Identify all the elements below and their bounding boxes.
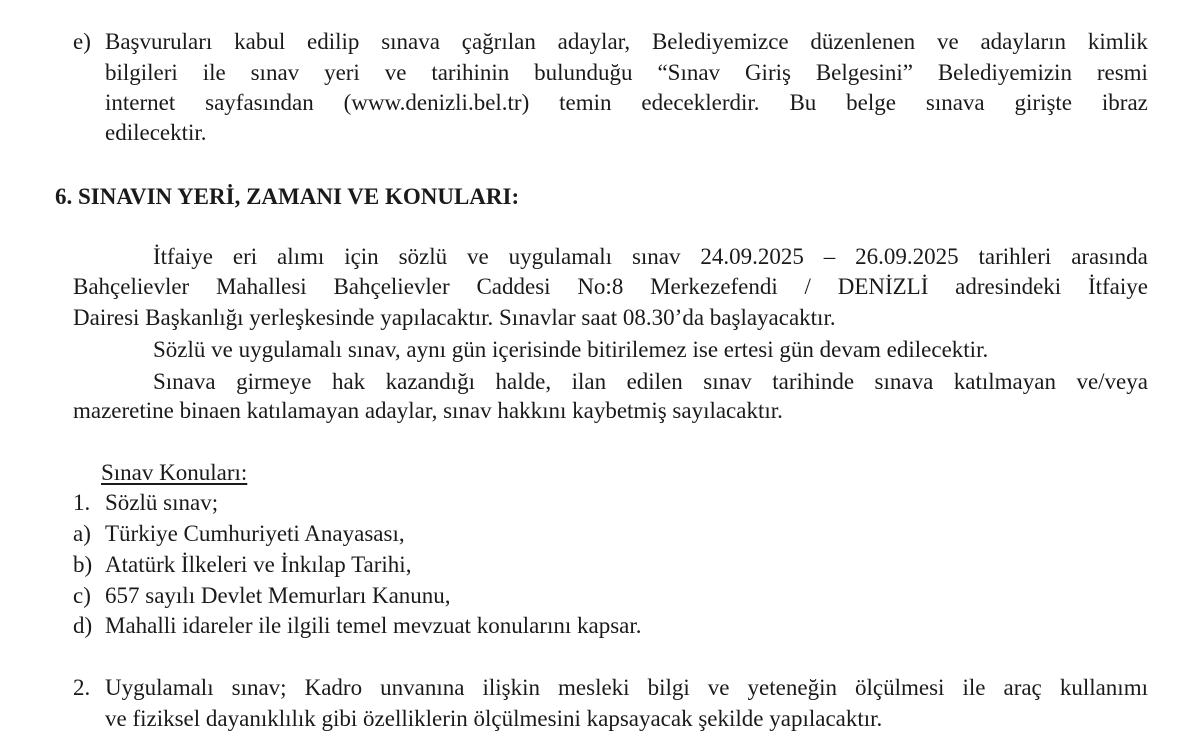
oral-exam-label: 1. bbox=[73, 490, 91, 515]
word: ibraz bbox=[1101, 90, 1148, 115]
word: tarihinde bbox=[772, 369, 855, 394]
word: ve fiziksel dayanıklılık gibi özelliklerin ölçülmesini kapsayacak şekilde yapılacaktır. bbox=[105, 706, 883, 731]
section-heading: 6. SINAVIN YERİ, ZAMANI VE KONULARI: bbox=[55, 184, 520, 209]
word: Caddesi bbox=[476, 274, 551, 299]
para3-line-2 bbox=[73, 397, 783, 425]
item-e-line-3 bbox=[105, 89, 1148, 117]
item-e-line-4 bbox=[105, 119, 207, 147]
word: alımı bbox=[277, 244, 325, 269]
oral-subject-a-text: Türkiye Cumhuriyeti Anayasası, bbox=[105, 521, 405, 546]
word: sözlü bbox=[398, 244, 448, 269]
word: Bahçelievler bbox=[73, 274, 190, 299]
practical-exam-label: 2. bbox=[73, 675, 91, 700]
word: resmi bbox=[1096, 60, 1148, 85]
word: kazandığı bbox=[385, 369, 476, 394]
word: sınava bbox=[925, 90, 985, 115]
word: Bu bbox=[789, 90, 817, 115]
para1-line-1 bbox=[153, 243, 1148, 271]
oral-subject-d bbox=[73, 612, 642, 640]
word: Belediyemizin bbox=[937, 60, 1072, 85]
word: bulunduğu bbox=[534, 60, 633, 85]
oral-subject-b-text: Atatürk İlkeleri ve İnkılap Tarihi, bbox=[105, 552, 412, 577]
word: edeceklerdir. bbox=[641, 90, 760, 115]
word: sınav; bbox=[231, 675, 287, 700]
word: Merkezefendi bbox=[650, 274, 778, 299]
word: “Sınav bbox=[657, 60, 721, 85]
oral-subject-a-label: a) bbox=[73, 521, 91, 546]
word: Kadro bbox=[304, 675, 363, 700]
word: ile bbox=[202, 60, 226, 85]
oral-subject-a bbox=[73, 520, 405, 548]
word: halde, bbox=[495, 369, 552, 394]
word: Belediyemizce bbox=[651, 29, 789, 54]
word: (www.denizli.bel.tr) bbox=[343, 90, 530, 115]
word: adayların bbox=[980, 29, 1067, 54]
word: sınava bbox=[381, 29, 440, 54]
word: ve bbox=[384, 60, 407, 85]
word: kabul bbox=[234, 29, 286, 54]
subjects-title: Sınav Konuları: bbox=[101, 460, 248, 485]
word: sayfasından bbox=[205, 90, 314, 115]
word: bilgi bbox=[647, 675, 690, 700]
word: düzenlenen bbox=[810, 29, 916, 54]
word: kimlik bbox=[1087, 29, 1148, 54]
word: mazeretine binaen katılamayan adaylar, sınav hakkını kaybetmiş sayılacaktır. bbox=[73, 398, 783, 423]
word: internet bbox=[105, 90, 176, 115]
word: unvanına bbox=[380, 675, 465, 700]
word: girmeye bbox=[236, 369, 312, 394]
oral-subject-b bbox=[73, 551, 411, 579]
word: tarihleri bbox=[978, 244, 1052, 269]
item-e-line-1 bbox=[105, 28, 1148, 56]
practical-exam-line-2 bbox=[105, 705, 882, 733]
oral-subject-d-label: d) bbox=[73, 613, 93, 638]
word: yeri bbox=[324, 60, 360, 85]
word: katılmayan bbox=[953, 369, 1056, 394]
word: için bbox=[344, 244, 379, 269]
word: mesleki bbox=[558, 675, 630, 700]
oral-subject-c-text: 657 sayılı Devlet Memurları Kanunu, bbox=[105, 583, 451, 608]
word: sınav bbox=[631, 244, 681, 269]
word: Mahallesi bbox=[215, 274, 307, 299]
word: İtfaiye bbox=[1087, 274, 1148, 299]
word: hak bbox=[331, 369, 366, 394]
word: yeteneğin bbox=[747, 675, 837, 700]
para3-line-1 bbox=[153, 368, 1148, 396]
item-e-label: e) bbox=[73, 29, 91, 54]
word: sınav bbox=[703, 369, 752, 394]
word: ve bbox=[936, 29, 959, 54]
word: kullanımı bbox=[1059, 675, 1148, 700]
word: ile bbox=[962, 675, 986, 700]
word: Giriş bbox=[744, 60, 791, 85]
word: adresindeki bbox=[955, 274, 1062, 299]
word: edilecektir. bbox=[105, 120, 207, 145]
oral-subject-d-text: Mahalli idareler ile ilgili temel mevzuat konularını kapsar. bbox=[105, 613, 642, 638]
word: edilen bbox=[626, 369, 683, 394]
word: DENİZLİ bbox=[837, 274, 929, 299]
word: – bbox=[823, 244, 836, 269]
word: araç bbox=[1003, 675, 1042, 700]
word: girişte bbox=[1014, 90, 1073, 115]
word: ve/veya bbox=[1076, 369, 1148, 394]
word: 26.09.2025 bbox=[855, 244, 959, 269]
word: ve bbox=[467, 244, 489, 269]
word: tarihinin bbox=[431, 60, 510, 85]
word: ilişkin bbox=[482, 675, 540, 700]
item-e-line-2 bbox=[105, 59, 1148, 87]
word: arasında bbox=[1071, 244, 1148, 269]
word: edilip bbox=[307, 29, 360, 54]
word: ve bbox=[707, 675, 730, 700]
word: 24.09.2025 bbox=[700, 244, 804, 269]
para2: Sözlü ve uygulamalı sınav, aynı gün içerisinde bitirilemez ise ertesi gün devam edilecektir. bbox=[153, 337, 989, 362]
oral-exam-text: Sözlü sınav; bbox=[105, 490, 219, 515]
word: Dairesi Başkanlığı yerleşkesinde yapılacaktır. Sınavlar saat 08.30’da başlayacaktır. bbox=[73, 305, 836, 330]
word: Uygulamalı bbox=[105, 675, 214, 700]
oral-subject-c bbox=[73, 582, 451, 610]
oral-subject-c-label: c) bbox=[73, 583, 91, 608]
word: bilgileri bbox=[105, 60, 178, 85]
word: adaylar, bbox=[557, 29, 631, 54]
para1-line-3 bbox=[73, 304, 836, 332]
word: uygulamalı bbox=[508, 244, 613, 269]
word: Sınava bbox=[153, 369, 216, 394]
word: Bahçelievler bbox=[333, 274, 450, 299]
para1-line-2 bbox=[73, 273, 1148, 301]
oral-exam-item bbox=[73, 489, 218, 517]
word: Başvuruları bbox=[105, 29, 213, 54]
word: temin bbox=[559, 90, 612, 115]
word: No:8 bbox=[577, 274, 624, 299]
word: / bbox=[804, 274, 811, 299]
word: eri bbox=[232, 244, 258, 269]
practical-exam-line-1 bbox=[105, 674, 1148, 702]
word: ölçülmesi bbox=[854, 675, 945, 700]
word: Belgesini” bbox=[815, 60, 913, 85]
oral-subject-b-label: b) bbox=[73, 552, 93, 577]
word: belge bbox=[846, 90, 896, 115]
word: sınav bbox=[250, 60, 300, 85]
word: ilan bbox=[571, 369, 607, 394]
word: sınava bbox=[874, 369, 934, 394]
word: İtfaiye bbox=[153, 244, 214, 269]
word: çağrılan bbox=[461, 29, 536, 54]
